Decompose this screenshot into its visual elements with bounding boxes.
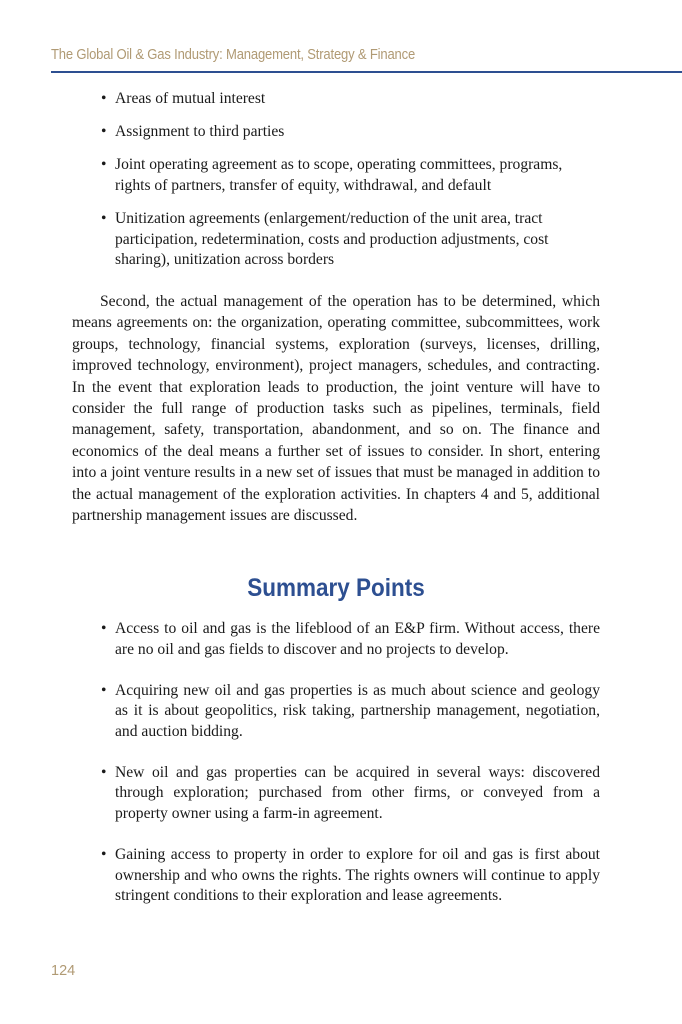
list-item: [72, 619, 600, 660]
page-number: 124: [51, 963, 76, 979]
bullet-icon: •: [101, 620, 107, 637]
list-item-text: Unitization agreements (enlargement/reduction of the unit area, tract participation, redetermination, costs and production adjustments, cost sharing), unitization across borders: [115, 210, 549, 269]
bullet-icon: •: [101, 681, 107, 699]
bullet-icon: •: [101, 156, 107, 174]
bullet-icon: •: [101, 763, 107, 781]
bullet-icon: •: [101, 90, 107, 107]
bullet-icon: •: [101, 845, 107, 863]
bullet-icon: •: [101, 123, 107, 141]
section-heading-summary-points: Summary Points: [247, 574, 425, 602]
list-item-text: Areas of mutual interest: [115, 90, 266, 107]
header-rule: [51, 71, 682, 73]
list-item: [72, 122, 600, 143]
body-paragraph: Second, the actual management of the operation has to be determined, which means agreements on: the organization, operating committee, subcommittees, work groups, technology, financial systems, exploration (surveys, licenses, drilling, improved technology, environment), project managers, schedules, and contracting. In the event that exploration leads to production, the joint venture will have to consider the full range of production tasks such as pipelines, terminals, field management, safety, transportation, abandonment, and so on. The finance and economics of the deal means a further set of issues to consider. In short, entering into a joint venture results in a new set of issues that must be managed in addition to the actual management of the exploration activities. In chapters 4 and 5, additional partnership management issues are discussed.: [72, 293, 600, 525]
list-item-text: Access to oil and gas is the lifeblood of an E&P firm. Without access, there are no oil and gas fields to discover and no projects to develop.: [115, 620, 600, 658]
list-item: [72, 155, 600, 196]
running-header-title: The Global Oil & Gas Industry: Management, Strategy & Finance: [51, 47, 416, 63]
list-item: [72, 845, 600, 907]
list-item-text: Gaining access to property in order to explore for oil and gas is first about ownership and who owns the rights. The rights owners will continue to apply stringent conditions to their exploration and lease agreements.: [115, 845, 600, 905]
agreement-topics-list: [72, 89, 600, 284]
list-item: [72, 89, 600, 110]
summary-points-list: [72, 619, 600, 927]
list-item-text: Acquiring new oil and gas properties is as much about science and geology as it is about geopolitics, risk taking, partnership management, negotiation, and auction bidding.: [115, 681, 600, 740]
list-item-text: Joint operating agreement as to scope, operating committees, programs, rights of partners, transfer of equity, withdrawal, and default: [115, 156, 563, 194]
list-item-text: Assignment to third parties: [115, 123, 285, 141]
list-item: [72, 209, 600, 271]
list-item-text: New oil and gas properties can be acquired in several ways: discovered through exploration; purchased from other firms, or conveyed from a property owner using a farm-in agreement.: [115, 763, 600, 822]
list-item: [72, 681, 600, 743]
bullet-icon: •: [101, 210, 107, 228]
list-item: [72, 763, 600, 825]
